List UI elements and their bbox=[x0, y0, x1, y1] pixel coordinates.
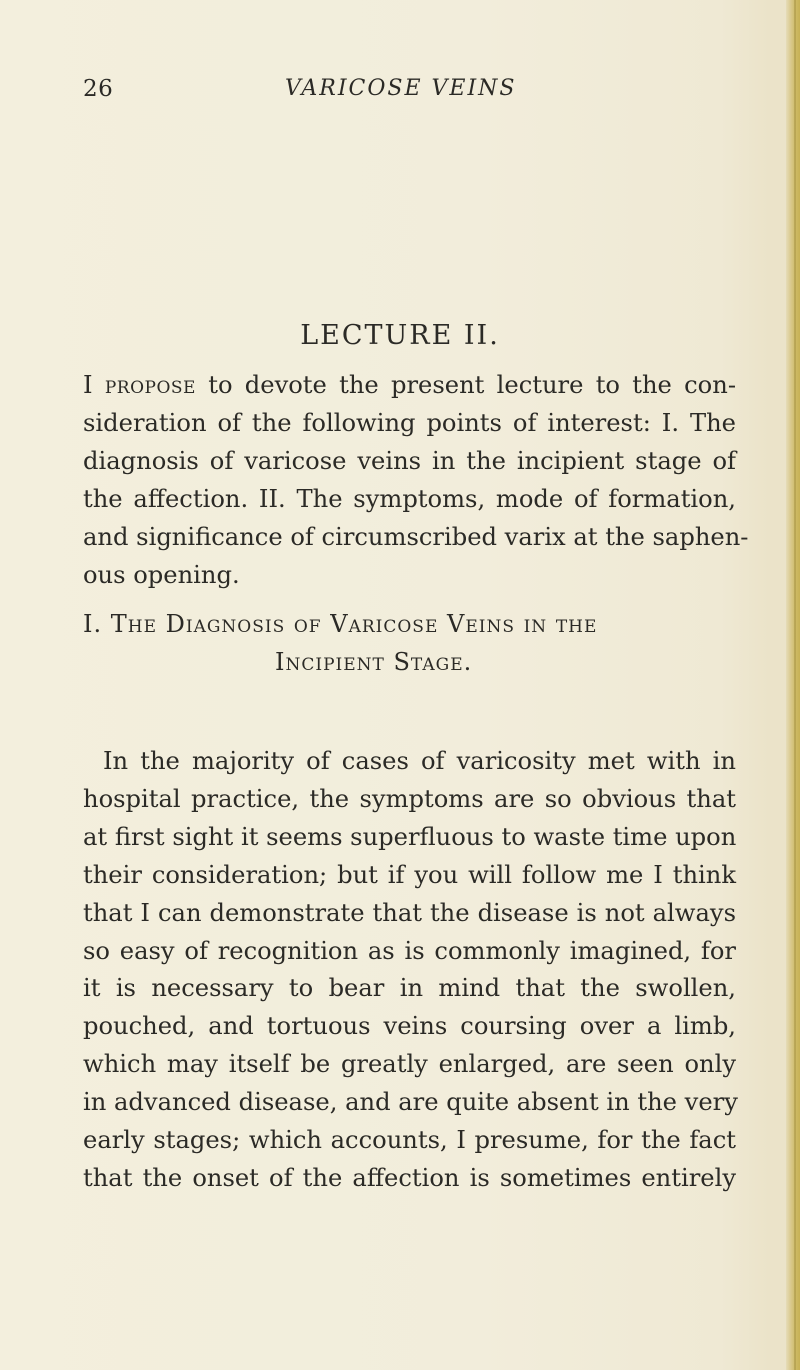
running-head: VARICOSE VEINS bbox=[285, 76, 517, 101]
page-edge bbox=[786, 0, 800, 1370]
page-edge-shadow bbox=[794, 0, 796, 1370]
body-line-12: that the onset of the affection is sometimes entirely bbox=[83, 1163, 736, 1192]
intro-line-3: diagnosis of varicose veins in the incipient stage of bbox=[83, 446, 736, 475]
body-line-6: so easy of recognition as is commonly imagined, for bbox=[83, 936, 736, 965]
lecture-title: LECTURE II. bbox=[300, 320, 500, 351]
body-line-8: pouched, and tortuous veins coursing over a limb, bbox=[83, 1012, 736, 1041]
intro-line-1-rest: to devote the present lecture to the con- bbox=[195, 371, 736, 399]
intro-paragraph bbox=[83, 367, 749, 594]
body-line-2: hospital practice, the symptoms are so obvious that bbox=[83, 784, 736, 813]
body-line-7: it is necessary to bear in mind that the swollen, bbox=[83, 974, 736, 1003]
opening-smallcaps: propose bbox=[104, 371, 196, 399]
section-heading-line-1: I. The Diagnosis of Varicose Veins in the bbox=[83, 610, 598, 638]
intro-line-1 bbox=[83, 367, 736, 405]
body-line-3: at first sight it seems superfluous to waste time upon bbox=[83, 822, 737, 851]
intro-line-6: ous opening. bbox=[83, 560, 240, 589]
page-number: 26 bbox=[83, 76, 114, 102]
page-header bbox=[0, 76, 800, 106]
intro-line-4: the affection. II. The symptoms, mode of formation, bbox=[83, 484, 736, 513]
section-heading-line-2: Incipient Stage. bbox=[275, 648, 473, 676]
intro-line-5: and significance of circumscribed varix at the saphen- bbox=[83, 522, 749, 551]
body-line-9: which may itself be greatly enlarged, are seen only bbox=[83, 1050, 736, 1079]
body-line-1: In the majority of cases of varicosity met with in bbox=[103, 747, 736, 775]
intro-line-2: sideration of the following points of interest: I. The bbox=[83, 408, 736, 437]
drop-word: I bbox=[83, 371, 93, 399]
body-line-4: their consideration; but if you will follow me I think bbox=[83, 860, 736, 889]
body-line-5: that I can demonstrate that the disease is not always bbox=[83, 898, 736, 927]
body-paragraph bbox=[83, 743, 736, 1198]
body-line-11: early stages; which accounts, I presume, for the fact bbox=[83, 1126, 736, 1155]
body-line-10: in advanced disease, and are quite absent in the very bbox=[83, 1088, 738, 1117]
